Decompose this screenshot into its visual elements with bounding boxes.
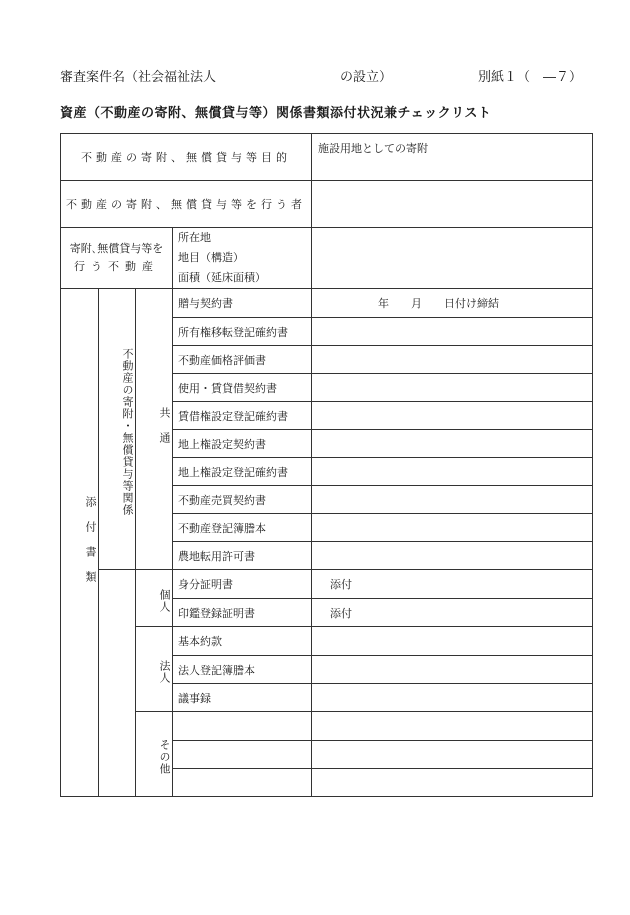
doc-label: 身分証明書: [173, 570, 312, 599]
doc-label: 印鑑登録証明書: [173, 599, 312, 627]
purpose-label: 不動産の寄附、無償貸与等目的: [61, 134, 312, 181]
doc-value: 添付: [312, 570, 593, 599]
doc-label: 使用・賃貸借契約書: [173, 374, 312, 402]
doc-row: [61, 570, 593, 599]
doc-value: [312, 542, 593, 570]
doc-label: 不動産価格評価書: [173, 346, 312, 374]
doc-value: [312, 402, 593, 430]
doc-label: 基本約款: [173, 627, 312, 656]
property-label-line1: 寄附､無償貸与等を: [69, 242, 164, 255]
gift-contract-date: 年 月 日付け締結: [312, 289, 593, 318]
purpose-row: [61, 134, 593, 181]
property-value: [312, 228, 593, 289]
property-row: [61, 228, 593, 289]
other-doc-label: [173, 769, 312, 797]
attachment-number: 別紙１（ ―７）: [478, 70, 583, 85]
doc-value: [312, 318, 593, 346]
individual-group-header: 個人: [136, 570, 173, 627]
corporate-group-header: 法人: [136, 627, 173, 712]
checklist-table: [60, 133, 593, 797]
actor-row: [61, 181, 593, 228]
case-name-prefix: 審査案件名（社会福祉法人: [60, 70, 217, 85]
doc-label: 不動産売買契約書: [173, 486, 312, 514]
doc-label: 議事録: [173, 684, 312, 712]
doc-label: 農地転用許可書: [173, 542, 312, 570]
doc-value: [312, 514, 593, 542]
doc-value: [312, 627, 593, 656]
doc-label: 法人登記簿謄本: [173, 656, 312, 684]
doc-value: [312, 346, 593, 374]
doc-label: 地上権設定登記確約書: [173, 458, 312, 486]
other-doc-label: [173, 741, 312, 769]
doc-value: [312, 712, 593, 741]
actor-value: [312, 181, 593, 228]
realestate-header: 不動産の寄附・無償貸与等関係: [99, 289, 136, 570]
property-label-line2: 行う不動産: [74, 260, 159, 273]
purpose-value: 施設用地としての寄附: [312, 134, 593, 181]
property-sublabels: [173, 228, 312, 289]
property-label: [61, 228, 173, 289]
other-group-header: その他: [136, 712, 173, 797]
doc-label: 贈与契約書: [173, 289, 312, 318]
attached-docs-header: 添付書類: [61, 289, 99, 797]
doc-value: [312, 769, 593, 797]
realestate-blank: [99, 570, 136, 797]
doc-value: [312, 458, 593, 486]
doc-label: 地上権設定契約書: [173, 430, 312, 458]
common-group-header: 共通: [136, 289, 173, 570]
doc-row: [61, 627, 593, 656]
property-area: 面積（延床面積）: [178, 271, 266, 284]
doc-value: [312, 684, 593, 712]
doc-value: [312, 486, 593, 514]
doc-value: 添付: [312, 599, 593, 627]
doc-value: [312, 374, 593, 402]
doc-value: [312, 656, 593, 684]
doc-label: 所有権移転登記確約書: [173, 318, 312, 346]
doc-row: [61, 289, 593, 318]
case-name-suffix: の設立）: [340, 70, 393, 85]
property-location: 所在地: [178, 231, 211, 244]
property-land-category: 地目（構造）: [178, 251, 244, 264]
other-doc-label: [173, 712, 312, 741]
doc-value: [312, 430, 593, 458]
document-title: 資産（不動産の寄附、無償貸与等）関係書類添付状況兼チェックリスト: [60, 106, 492, 121]
actor-label: 不動産の寄附、無償貸与等を行う者: [61, 181, 312, 228]
doc-value: [312, 741, 593, 769]
doc-label: 賃借権設定登記確約書: [173, 402, 312, 430]
doc-row: [61, 712, 593, 741]
doc-label: 不動産登記簿謄本: [173, 514, 312, 542]
